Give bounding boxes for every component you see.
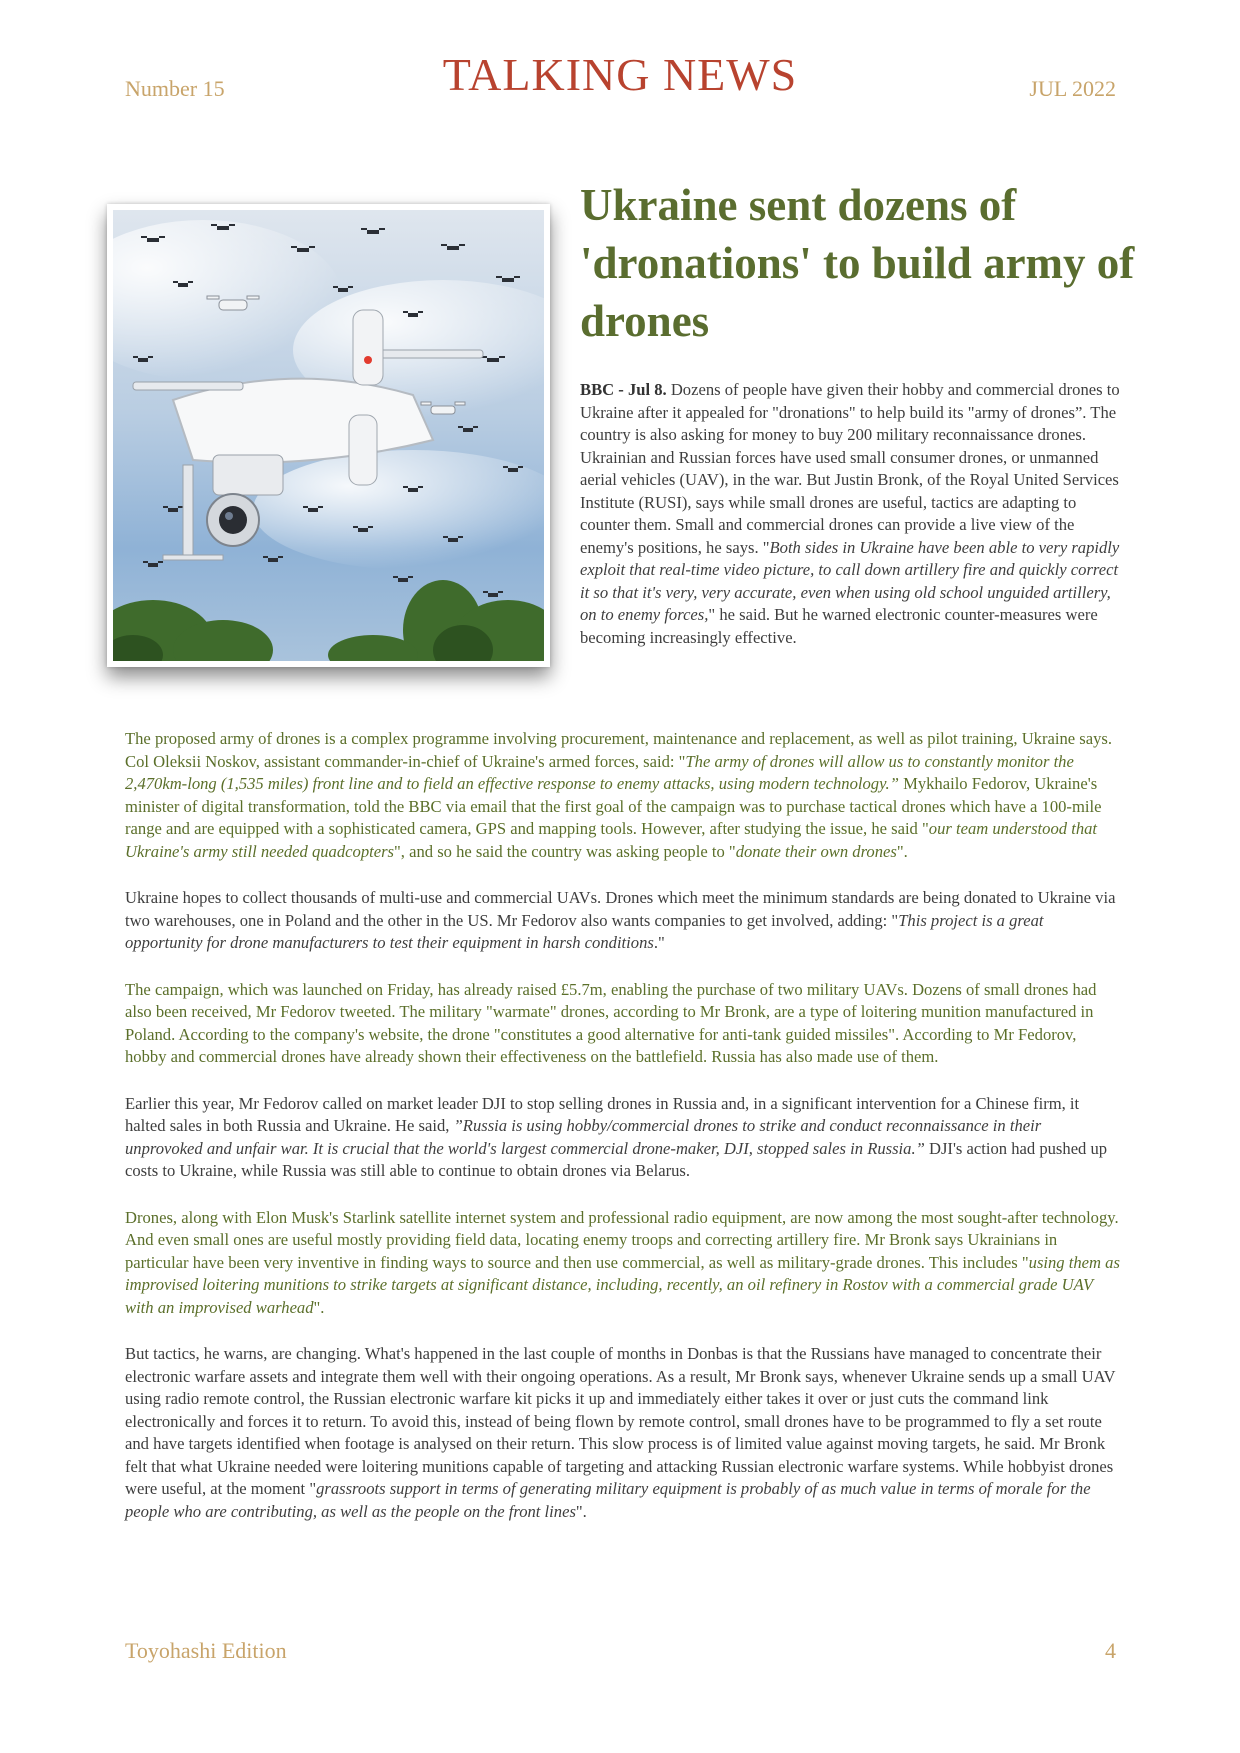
quote: our team understood that Ukraine's army still needed quadcopters [125,819,1098,861]
issue-number: Number 15 [125,76,225,101]
article-lead-paragraph: BBC - Jul 8. Dozens of people have given their hobby and commercial drones to Ukraine after it appealed for "dronations" to help build its "army of drones”. The country is also asking for money to buy 200 military reconnaissance drones. Ukrainian and Russian forces have used small consumer drones, or unmanned aerial vehicles (UAV), in the war. But Justin Bronk, of the Royal United Services Institute (RUSI), says while small drones are useful, tactics are adapting to counter them. Small and commercial drones can provide a live view of the enemy's positions, he says. "Both sides in Ukraine have been able to very rapidly exploit that real-time video picture, to call down artillery fire and quickly correct it so that it's very, very accurate, even when using old school unguided artillery, on to enemy forces," he said. But he warned electronic counter-measures were becoming increasingly effective. [580,380,1120,647]
drone-swarm-illustration [113,210,544,661]
quote: grassroots support in terms of generating military equipment is probably of as much value in terms of morale for the people who are contributing, as well as the people on the front lines [125,1479,1091,1521]
article-body [125,728,1120,1547]
quote: donate their own drones [735,841,897,861]
body-paragraph: The proposed army of drones is a complex programme involving procurement, maintenance and replacement, as well as pilot training, Ukraine says. Col Oleksii Noskov, assistant commander-in-chief of Ukraine's armed forces, said: "The army of drones will allow us to constantly monitor the 2,470km-long (1,535 miles) front line and to field an effective response to enemy attacks, using modern technology.” Mykhailo Fedorov, Ukraine's minister of digital transformation, told the BBC via email that the first goal of the campaign was to purchase tactical drones which have a 100-mile range and are equipped with a sophisticated camera, GPS and mapping tools. However, after studying the issue, he said "our team understood that Ukraine's army still needed quadcopters", and so he said the country was asking people to "donate their own drones". [125,729,1113,861]
source-dateline: BBC - Jul 8. [580,380,667,399]
article-headline: Ukraine sent dozens of 'dronations' to build army of drones [580,180,1135,346]
article-photo [107,204,550,667]
quote: using them as improvised loitering munitions to strike targets at significant distance, including, recently, an oil refinery in Rostov with a commercial grade UAV with an improvised warhead [125,1252,1120,1317]
quote: The army of drones will allow us to constantly monitor the 2,470km-long (1,535 miles) front line and to field an effective response to enemy attacks, using modern technology.” [125,751,1074,793]
issue-date: JUL 2022 [1029,76,1116,101]
body-paragraph: Ukraine hopes to collect thousands of multi-use and commercial UAVs. Drones which meet the minimum standards are being donated to Ukraine via two warehouses, one in Poland and the other in the US. Mr Fedorov also wants companies to get involved, adding: "This project is a great opportunity for drone manufacturers to test their equipment in harsh conditions." [125,888,1116,952]
page-number: 4 [1105,1638,1116,1663]
body-paragraph: But tactics, he warns, are changing. What's happened in the last couple of months in Donbas is that the Russians have managed to concentrate their electronic warfare assets and integrate them well with their ongoing operations. As a result, Mr Bronk says, whenever Ukraine sends up a small UAV using radio remote control, the Russian electronic warfare kit picks it up and immediately either takes it over or just cuts the command link electronically and forces it to return. To avoid this, instead of being flown by remote control, small drones have to be programmed to fly a set route and have targets identified when footage is analysed on their return. This slow process is of limited value against moving targets, he said. Mr Bronk felt that what Ukraine needed were loitering munitions capable of targeting and attacking Russian electronic warfare systems. While hobbyist drones were useful, at the moment "grassroots support in terms of generating military equipment is probably of as much value in terms of morale for the people who are contributing, as well as the people on the front lines". [125,1344,1116,1521]
quote: This project is a great opportunity for drone manufacturers to test their equipment in harsh conditions [125,910,1044,952]
body-paragraph: Drones, along with Elon Musk's Starlink satellite internet system and professional radio equipment, are now among the most sought-after technology. And even small ones are useful mostly providing field data, locating enemy troops and correcting artillery fire. Mr Bronk says Ukrainians in particular have been very inventive in finding ways to source and then use commercial, as well as military-grade drones. This includes "using them as improvised loitering munitions to strike targets at significant distance, including, recently, an oil refinery in Rostov with a commercial grade UAV with an improvised warhead". [125,1207,1120,1317]
edition-label: Toyohashi Edition [125,1638,287,1663]
body-paragraph: The campaign, which was launched on Friday, has already raised £5.7m, enabling the purchase of two military UAVs. Dozens of small drones had also been received, Mr Fedorov tweeted. The military "warmate" drones, according to Mr Bronk, are a type of loitering munition manufactured in Poland. According to the company's website, the drone "constitutes a good alternative for anti-tank guided missiles". According to Mr Fedorov, hobby and commercial drones have already shown their effectiveness on the battlefield. Russia has also made use of them. [125,979,1097,1066]
body-paragraph: Earlier this year, Mr Fedorov called on market leader DJI to stop selling drones in Russia and, in a significant intervention for a Chinese firm, it halted sales in both Russia and Ukraine. He said, ”Russia is using hobby/commercial drones to strike and conduct reconnaissance in their unprovoked and unfair war. It is crucial that the world's largest commercial drone-maker, DJI, stopped sales in Russia.” DJI's action had pushed up costs to Ukraine, while Russia was still able to continue to obtain drones via Belarus. [125,1093,1108,1180]
quote: Both sides in Ukraine have been able to very rapidly exploit that real-time video picture, to call down artillery fire and quickly correct it so that it's very, very accurate, even when using old school unguided artillery, on to enemy forces, [580,537,1120,624]
newsletter-title: TALKING NEWS [442,49,798,100]
quote: ”Russia is using hobby/commercial drones to strike and conduct reconnaissance in their unprovoked and unfair war. It is crucial that the world's largest commercial drone-maker, DJI, stopped sales in Russia.” [125,1116,1042,1158]
masthead [0,48,1240,118]
